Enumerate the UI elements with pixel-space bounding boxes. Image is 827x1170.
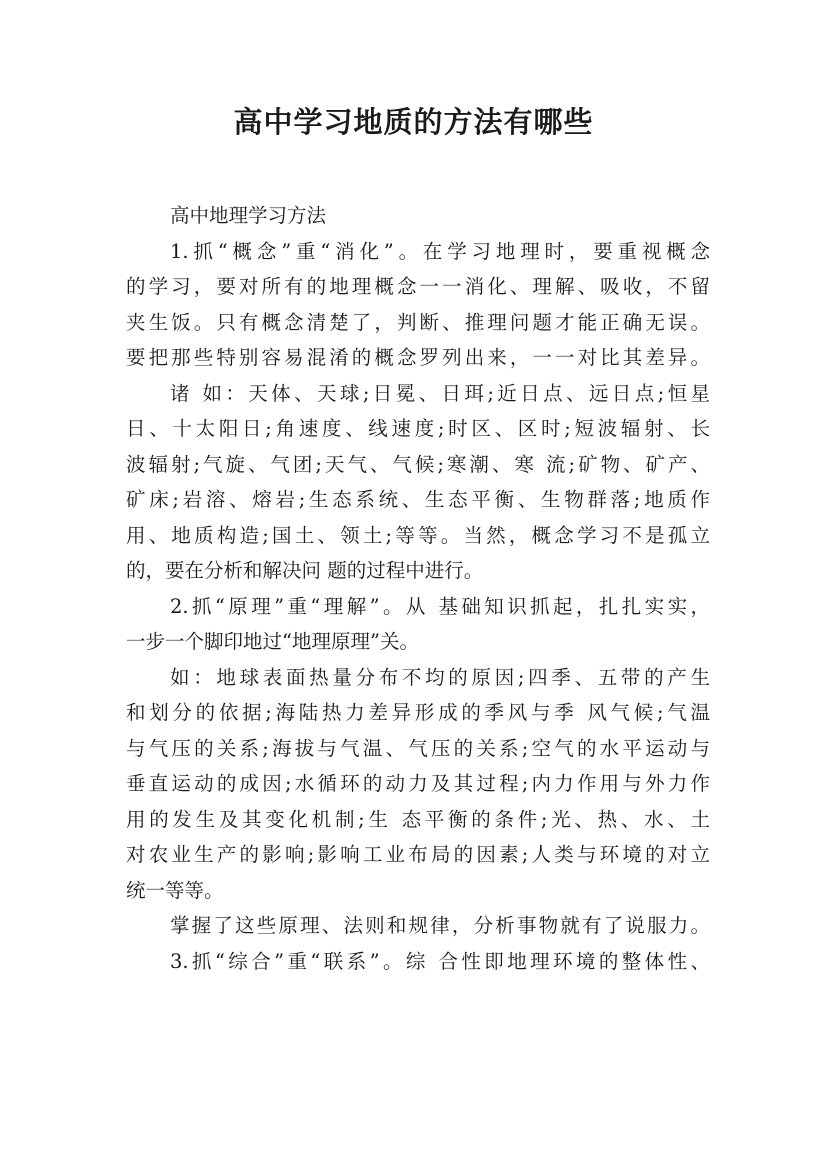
text-line: 统一等等。	[126, 878, 224, 902]
text-line: 诸 如：天体、天球;日冕、日珥;近日点、远日点;恒星	[170, 381, 710, 405]
text-line: 对农业生产的影响;影响工业布局的因素;人类与环境的对立	[126, 843, 710, 866]
text-line: 用、地质构造;国土、领土;等等。当然，概念学习不是孤立	[126, 523, 710, 547]
text-line: 一步一个脚印地过“地理原理”关。	[126, 630, 419, 653]
text-line: 2.抓“原理”重“理解”。从 基础知识抓起，扎扎实实，	[170, 594, 710, 618]
text-line: 垂直运动的成因;水循环的动力及其过程;内力作用与外力作	[126, 772, 710, 795]
text-line: 矿床;岩溶、熔岩;生态系统、生态平衡、生物群落;地质作	[126, 488, 710, 511]
text-line: 3.抓“综合”重“联系”。综 合性即地理环境的整体性、	[170, 949, 710, 973]
document-body	[126, 198, 710, 979]
document-title: 高中学习地质的方法有哪些	[233, 105, 594, 139]
text-line: 夹生饭。只有概念清楚了，判断、推理问题才能正确无误。	[126, 310, 710, 334]
text-line: 1.抓“概念”重“消化”。在学习地理时，要重视概念	[170, 239, 710, 263]
text-line: 的，要在分析和解决问 题的过程中进行。	[126, 559, 484, 582]
text-line: 与气压的关系;海拔与气温、气压的关系;空气的水平运动与	[126, 736, 710, 760]
text-line: 和划分的依据;海陆热力差异形成的季风与季 风气候;气温	[126, 701, 710, 724]
section-heading: 高中地理学习方法	[170, 204, 327, 227]
text-line: 的学习，要对所有的地理概念一一消化、理解、吸收，不留	[126, 275, 710, 298]
text-line: 日、十太阳日;角速度、线速度;时区、区时;短波辐射、长	[126, 417, 710, 440]
text-line: 掌握了这些原理、法则和规律，分析事物就有了说服力。	[170, 914, 710, 937]
text-line: 如：地球表面热量分布不均的原因;四季、五带的产生	[170, 665, 710, 689]
text-line: 用的发生及其变化机制;生 态平衡的条件;光、热、水、土	[126, 807, 710, 831]
text-line: 波辐射;气旋、气团;天气、气候;寒潮、寒 流;矿物、矿产、	[126, 452, 710, 476]
text-line: 要把那些特别容易混淆的概念罗列出来，一一对比其差异。	[126, 346, 710, 369]
